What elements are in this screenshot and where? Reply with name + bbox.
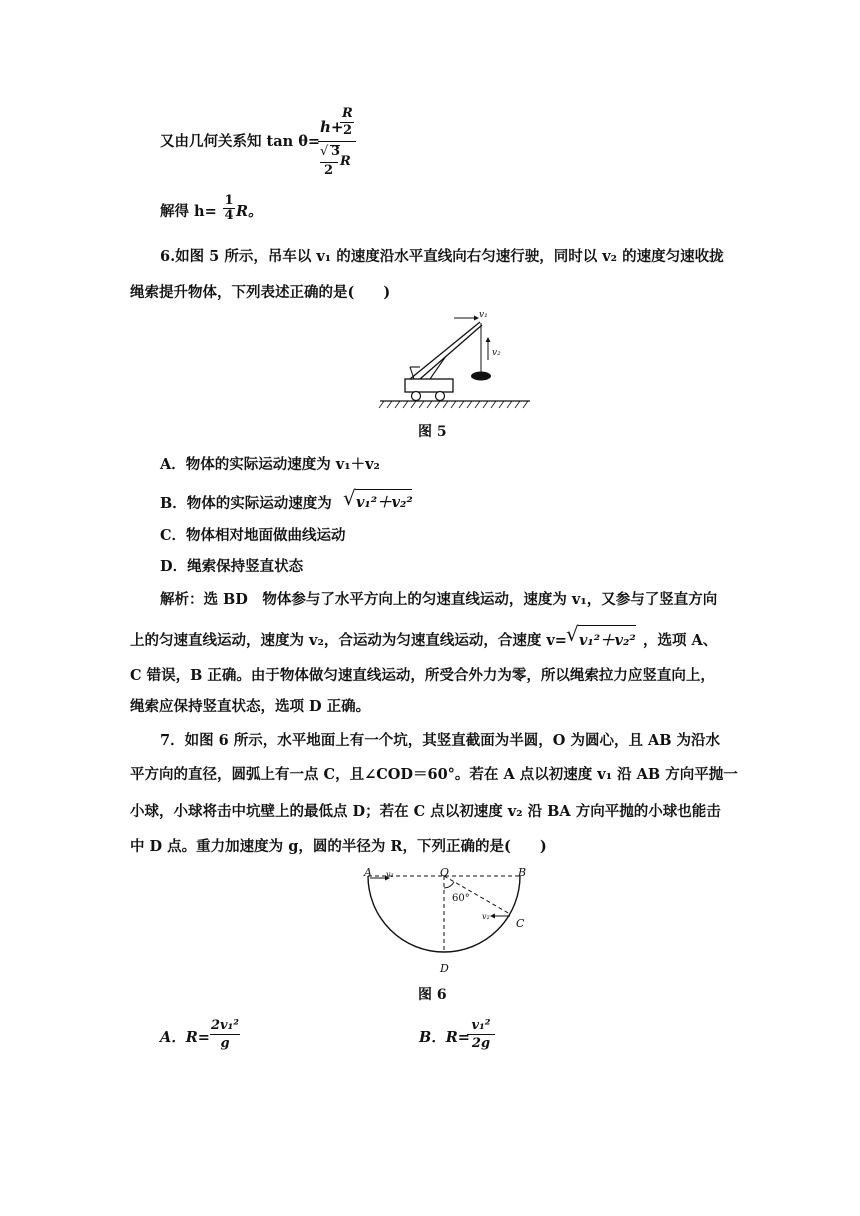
- denominator-r: R: [340, 154, 351, 169]
- q7-stem-line2: 平方向的直径，圆弧上有一点 C，且∠COD＝60°。若在 A 点以初速度 v₁ 沿 AB 方向平抛一: [130, 766, 738, 783]
- q6-analysis-line2: 上的匀速直线运动，速度为 v₂，合运动为匀速直线运动，合速度 v=: [130, 632, 567, 649]
- q6-option-b: B．物体的实际运动速度为: [160, 495, 332, 512]
- figure-6-semicircle: [355, 866, 535, 976]
- q6-option-a: A．物体的实际运动速度为 v₁＋v₂: [160, 456, 380, 473]
- solution-fraction: 1 4: [224, 193, 234, 223]
- q7-option-a-prefix: A．R=: [160, 1029, 210, 1046]
- q7-stem-line1: 7．如图 6 所示，水平地面上有一个坑，其竖直截面为半圆，O 为圆心，且 AB 为沿水: [160, 732, 721, 749]
- geometry-relation-text: 又由几何关系知 tan θ=: [160, 133, 321, 150]
- q6-analysis-line3: C 错误，B 正确。由于物体做匀速直线运动，所受合外力为零，所以绳索拉力应竖直向上，: [130, 667, 715, 684]
- q6-option-b-expression: v₁²＋v₂²: [356, 494, 413, 511]
- figure-5-crane: [370, 308, 540, 410]
- fig6-label-v2: v₂: [482, 912, 490, 921]
- solution-text: 解得 h=: [160, 203, 217, 220]
- q6-option-d: D．绳索保持竖直状态: [160, 558, 304, 575]
- q7-stem-line4: 中 D 点。重力加速度为 g，圆的半径为 R，下列正确的是( ): [130, 838, 547, 855]
- fig6-label-d: D: [440, 962, 449, 975]
- fig6-label-v1: v₁: [386, 870, 394, 879]
- q6-stem-line2: 绳索提升物体，下列表述正确的是( ): [130, 284, 391, 301]
- q7-option-b-prefix: B．R=: [419, 1029, 470, 1046]
- q6-option-c: C．物体相对地面做曲线运动: [160, 527, 346, 544]
- figure-6-caption: 图 6: [418, 987, 447, 1003]
- denominator-sqrt3: 3: [331, 144, 341, 159]
- q6-analysis-line4: 绳索应保持竖直状态，选项 D 正确。: [130, 698, 371, 715]
- q7-stem-line3: 小球，小球将击中坑壁上的最低点 D；若在 C 点以初速度 v₂ 沿 BA 方向平抛的小球也能击: [130, 803, 721, 820]
- main-fraction-bar: [318, 141, 356, 142]
- fig6-label-b: B: [518, 866, 527, 879]
- q7-option-a-fraction: 2v₁² g: [211, 1018, 239, 1051]
- fig5-label-v2: v₂: [492, 348, 501, 358]
- answer-label: 解析：选 BD: [160, 591, 248, 608]
- tan-theta-fraction: h+ R 2 √ 3 R 2: [318, 104, 358, 184]
- q6-analysis-line2-suffix: ，选项 A、: [643, 632, 718, 649]
- q6-stem-line1: 6.如图 5 所示，吊车以 v₁ 的速度沿水平直线向右匀速行驶，同时以 v₂ 的速度匀速收拢: [160, 248, 724, 265]
- fig5-label-v1: v₁: [479, 310, 488, 320]
- fig6-label-c: C: [516, 917, 525, 930]
- solution-suffix: R。: [236, 203, 263, 220]
- q6-analysis-sqrt-expression: v₁²＋v₂²: [579, 632, 636, 649]
- fig6-label-o: O: [440, 866, 450, 879]
- q6-analysis-line1: 解析：选 BD 物体参与了水平方向上的匀速直线运动，速度为 v₁，又参与了竖直方向: [160, 591, 718, 608]
- numerator-r: R: [342, 106, 353, 121]
- q7-option-b-fraction: v₁² 2g: [467, 1017, 495, 1052]
- denominator-2: 2: [324, 163, 334, 178]
- numerator-h: h+: [320, 118, 344, 136]
- fig6-angle-label: 60°: [452, 893, 470, 904]
- fig6-label-a: A: [364, 866, 372, 879]
- numerator-2: 2: [343, 123, 353, 138]
- figure-5-caption: 图 5: [418, 424, 447, 440]
